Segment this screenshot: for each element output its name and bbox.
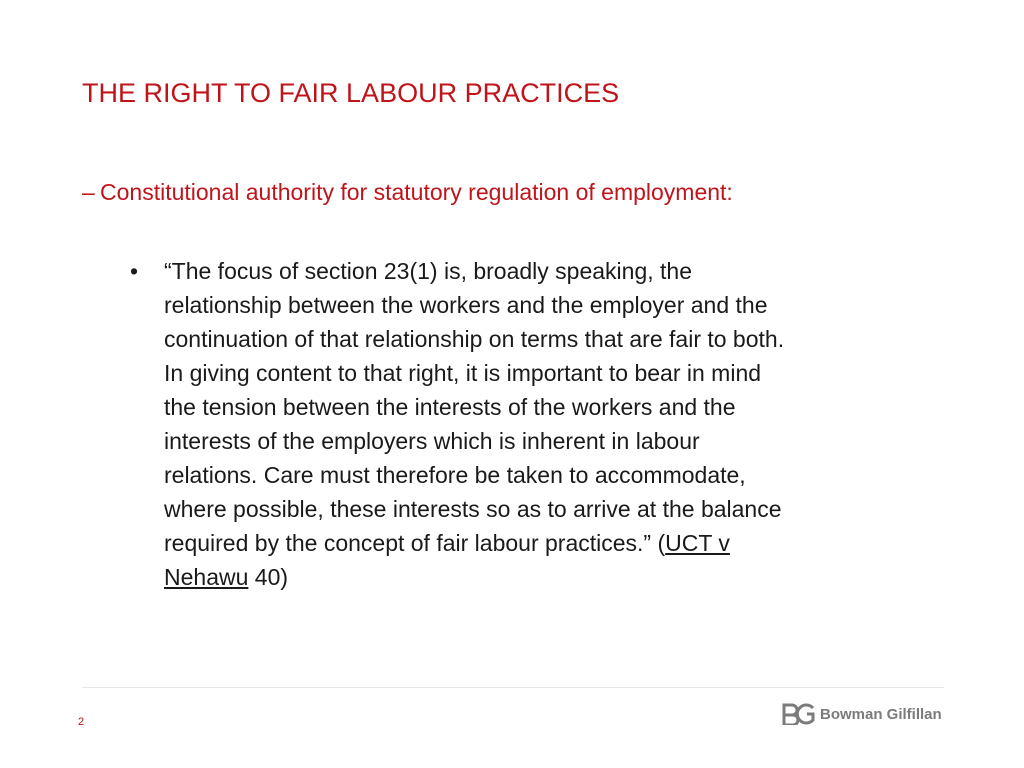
quote-line: “The focus of section 23(1) is, broadly speaking, the — [164, 258, 693, 284]
quote-line: relationship between the workers and the employer and the — [164, 292, 768, 318]
quote-line-final — [164, 560, 930, 594]
quote-line: relations. Care must therefore be taken to accommodate, — [164, 462, 746, 488]
citation-suffix: 40) — [248, 564, 289, 590]
quote-line: continuation of that relationship on terms that are fair to both. — [164, 326, 785, 352]
quote-line-text: required by the concept of fair labour practices.” ( — [164, 530, 666, 556]
quote-line: where possible, these interests so as to arrive at the balance — [164, 496, 782, 522]
case-name-link-cont: Nehawu — [164, 564, 249, 590]
sub-bullet-text: Constitutional authority for statutory regulation of employment: — [100, 179, 733, 205]
quote-block — [130, 254, 930, 594]
bg-logo-mark — [782, 703, 816, 725]
page-number: 2 — [78, 716, 85, 728]
footer-divider — [82, 687, 944, 688]
dash-marker: – — [82, 179, 95, 205]
sub-bullet — [82, 179, 733, 206]
slide-title: THE RIGHT TO FAIR LABOUR PRACTICES — [82, 78, 620, 108]
quote-line: In giving content to that right, it is important to bear in mind — [164, 360, 762, 386]
quote-body — [164, 254, 930, 594]
company-logo — [782, 703, 942, 725]
bullet-marker: • — [130, 258, 139, 284]
case-name-link: UCT v — [665, 530, 730, 556]
quote-line: interests of the employers which is inherent in labour — [164, 428, 700, 454]
quote-line: the tension between the interests of the workers and the — [164, 394, 736, 420]
quote-line-citation — [164, 526, 930, 560]
logo-name: Bowman Gilfillan — [820, 705, 942, 723]
